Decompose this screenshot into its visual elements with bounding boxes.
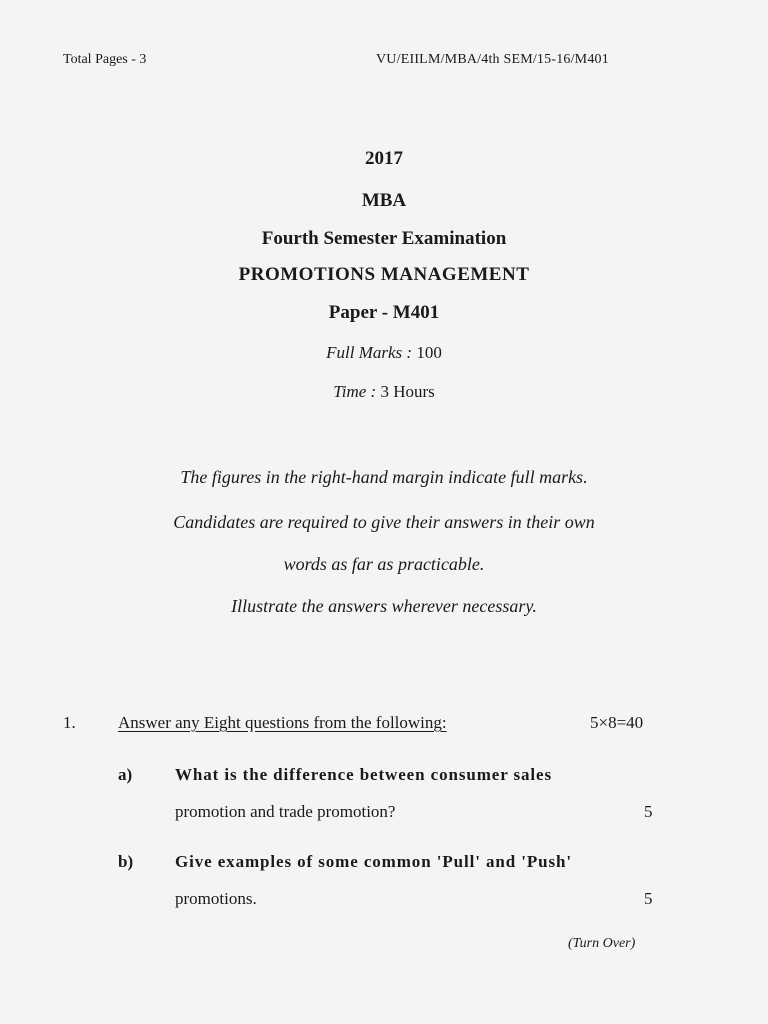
subject-title: PROMOTIONS MANAGEMENT bbox=[238, 264, 530, 285]
part-b-label: b) bbox=[118, 852, 134, 871]
paper-title: Paper - M401 bbox=[328, 302, 440, 323]
instruction-line: words as far as practicable. bbox=[283, 554, 485, 574]
part-b-text-continued: promotions. bbox=[175, 889, 257, 908]
instruction-line: Illustrate the answers wherever necessary. bbox=[231, 596, 537, 616]
question-heading: Answer any Eight questions from the following: bbox=[118, 713, 447, 732]
part-b-text: Give examples of some common 'Pull' and 'Push' bbox=[175, 852, 572, 871]
part-a-text-continued: promotion and trade promotion? bbox=[175, 802, 396, 821]
exam-year: 2017 bbox=[365, 148, 403, 169]
turn-over-note: (Turn Over) bbox=[568, 936, 636, 951]
part-a-label: a) bbox=[118, 765, 133, 784]
total-pages: Total Pages - 3 bbox=[63, 52, 147, 67]
degree-title: MBA bbox=[361, 190, 407, 211]
part-a-text: What is the difference between consumer sales bbox=[175, 765, 552, 784]
question-number: 1. bbox=[63, 713, 76, 732]
exam-title: Fourth Semester Examination bbox=[261, 228, 507, 249]
exam-time bbox=[0, 382, 768, 402]
part-a-marks: 5 bbox=[644, 802, 653, 821]
time-value: 3 Hours bbox=[380, 382, 435, 401]
full-marks bbox=[0, 343, 768, 363]
instruction-line: Candidates are required to give their answers in their own bbox=[173, 512, 595, 532]
question-marks: 5×8=40 bbox=[590, 713, 644, 732]
full-marks-value: 100 bbox=[416, 343, 442, 362]
paper-code: VU/EIILM/MBA/4th SEM/15-16/M401 bbox=[376, 52, 609, 67]
instruction-line: The figures in the right-hand margin indicate full marks. bbox=[180, 467, 588, 487]
time-label: Time : bbox=[333, 382, 377, 401]
full-marks-label: Full Marks : bbox=[326, 343, 413, 362]
part-b-marks: 5 bbox=[644, 889, 653, 908]
